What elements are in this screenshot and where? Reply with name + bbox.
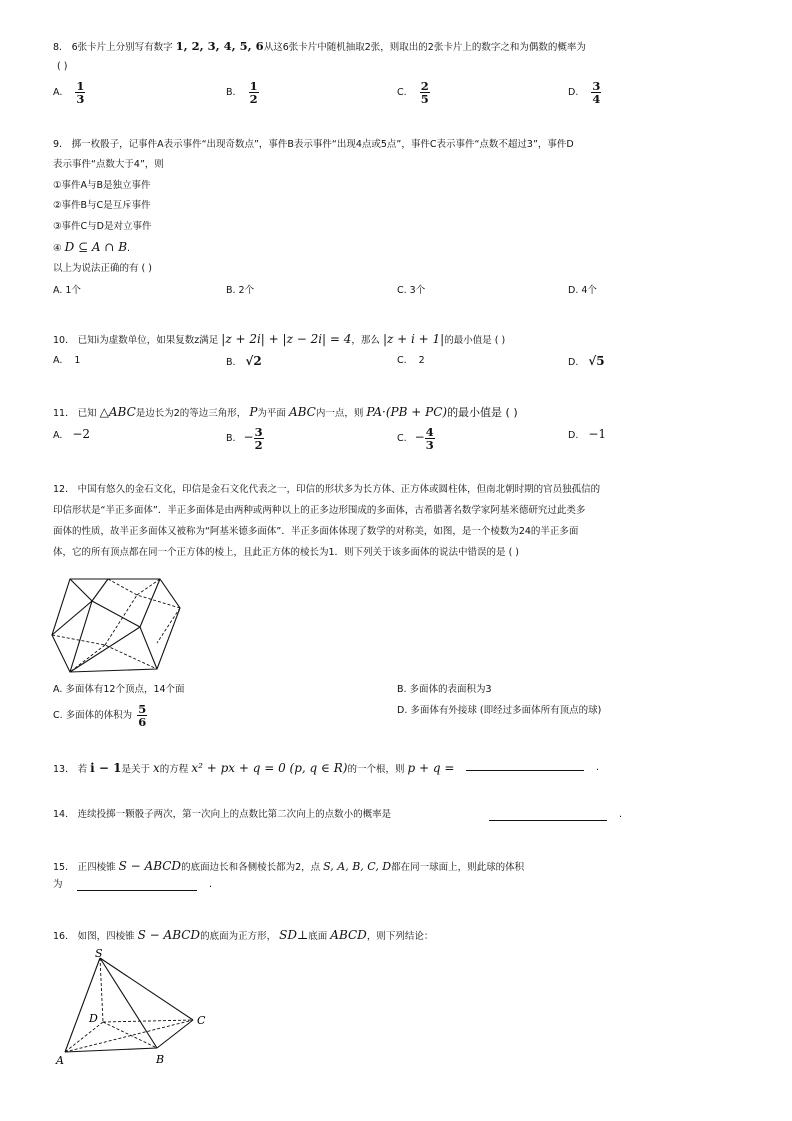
q8-option-b-fraction: $\frac{1}{2}$ bbox=[249, 79, 258, 106]
pyramid-figure bbox=[55, 947, 215, 1070]
q9-option-c[interactable]: C. 3个 bbox=[397, 285, 426, 296]
q8-option-d-fraction: $\frac{3}{4}$ bbox=[592, 79, 601, 106]
label-C: C bbox=[197, 1014, 206, 1027]
q10-condition-math: |z + 2i| + |z − 2i| = 4 bbox=[221, 332, 352, 346]
q9-statement-1: ①事件A与B是独立事件 bbox=[53, 180, 151, 191]
q8-option-d[interactable]: D. $\frac{3}{4}$ bbox=[568, 79, 601, 106]
q11-stem: 11． 已知 △ABC是边长为2的等边三角形， P为平面 ABC内一点，则 PA·(PB + PC)的最小值是 ( ) bbox=[53, 405, 518, 419]
q9-line2: 表示事件“点数大于4”，则 bbox=[53, 159, 164, 170]
q12-option-a[interactable]: A. 多面体有12个顶点，14个面 bbox=[53, 684, 185, 695]
label-A: A bbox=[56, 1054, 64, 1067]
q9-statement-3: ③事件C与D是对立事件 bbox=[53, 221, 152, 232]
q8-option-c-fraction: $\frac{2}{5}$ bbox=[420, 79, 429, 106]
q12-option-c[interactable]: C. 多面体的体积为 $\frac{5}{6}$ bbox=[53, 702, 147, 729]
q10-target-math: |z + i + 1| bbox=[382, 332, 445, 346]
polyhedron-figure bbox=[50, 573, 182, 677]
q13-equation: x² + px + q = 0 (p, q ∈ R) bbox=[191, 761, 348, 775]
q8-option-a[interactable]: A. $\frac{1}{3}$ bbox=[53, 79, 85, 106]
q15-period: . bbox=[209, 879, 213, 890]
q8-option-c[interactable]: C. $\frac{2}{5}$ bbox=[397, 79, 429, 106]
q14-stem: 14． 连续投掷一颗骰子两次，第一次向上的点数比第二次向上的点数小的概率是 bbox=[53, 809, 392, 820]
q12-option-d[interactable]: D. 多面体有外接球 (即经过多面体所有顶点的球) bbox=[397, 705, 602, 716]
q11-option-a[interactable]: A. −2 bbox=[53, 427, 91, 441]
q8-digits: 1, 2, 3, 4, 5, 6 bbox=[175, 39, 264, 53]
q8-option-a-fraction: $\frac{1}{3}$ bbox=[76, 79, 85, 106]
label-S: S bbox=[95, 947, 103, 960]
q15-answer-blank[interactable] bbox=[77, 890, 197, 891]
q8-paren: ( ) bbox=[57, 61, 68, 72]
q12-line4: 体，它的所有顶点都在同一个正方体的棱上，且此正方体的棱长为1．则下列关于该多面体的说法中错误的是 ( ) bbox=[53, 547, 519, 558]
q12-line3: 面体的性质，故半正多面体又被称为“阿基米德多面体”．半正多面体体现了数学的对称美，如图，是一个棱数为24的半正多面 bbox=[53, 526, 579, 537]
q10-option-b[interactable]: B. √2 bbox=[226, 354, 262, 368]
label-B: B bbox=[156, 1053, 165, 1066]
q15-line2: 为 bbox=[53, 879, 63, 890]
q13-answer-blank[interactable] bbox=[466, 770, 584, 771]
q12-option-b[interactable]: B. 多面体的表面积为3 bbox=[397, 684, 492, 695]
q13-period: . bbox=[596, 762, 600, 773]
q16-stem: 16． 如图，四棱锥 S − ABCD的底面为正方形， SD⊥底面 ABCD，则下列结论： bbox=[53, 928, 434, 942]
q13-stem: 13． 若 i − 1是关于 x的方程 x² + px + q = 0 (p, q ∈ R)的一个根，则 p + q = bbox=[53, 761, 455, 775]
q9-statement-4: ④ D ⊆ A ∩ B. bbox=[53, 240, 131, 254]
q9-option-b[interactable]: B. 2个 bbox=[226, 285, 255, 296]
q8-stem: 8． 6张卡片上分别写有数字 1, 2, 3, 4, 5, 6从这6张卡片中随机抽取2张，则取出的2张卡片上的数字之和为偶数的概率为 bbox=[53, 39, 586, 53]
q9-option-d[interactable]: D. 4个 bbox=[568, 285, 597, 296]
q11-option-b[interactable]: B. − $\frac{3}{2}$ bbox=[226, 425, 263, 452]
label-D: D bbox=[89, 1012, 98, 1025]
q9-line1: 9． 掷一枚骰子，记事件A表示事件“出现奇数点”，事件B表示事件“出现4点或5点”，事件C表示事件“点数不超过3”，事件D bbox=[53, 139, 574, 150]
q9-statement-2: ②事件B与C是互斥事件 bbox=[53, 200, 151, 211]
q10-option-d[interactable]: D. √5 bbox=[568, 354, 605, 368]
q15-stem: 15． 正四棱锥 S − ABCD的底面边长和各侧棱长都为2，点 S, A, B, C, D都在同一球面上，则此球的体积 bbox=[53, 859, 525, 873]
q12-line1: 12． 中国有悠久的金石文化，印信是金石文化代表之一，印信的形状多为长方体、正方体或圆柱体，但南北朝时期的官员独孤信的 bbox=[53, 484, 601, 495]
q11-vector-expression: PA·(PB + PC) bbox=[366, 405, 448, 419]
q8-option-b[interactable]: B. $\frac{1}{2}$ bbox=[226, 79, 258, 106]
q11-option-d[interactable]: D. −1 bbox=[568, 427, 607, 441]
q10-option-a[interactable]: A. 1 bbox=[53, 355, 81, 366]
q12-line2: 印信形状是“半正多面体”．半正多面体是由两种或两种以上的正多边形围成的多面体，古希腊著名数学家阿基米德研究过此类多 bbox=[53, 505, 586, 516]
q12-option-c-fraction: $\frac{5}{6}$ bbox=[138, 702, 147, 729]
q11-option-c[interactable]: C. − $\frac{4}{3}$ bbox=[397, 425, 434, 452]
q10-option-c[interactable]: C. 2 bbox=[397, 355, 425, 366]
q9-question: 以上为说法正确的有 ( ) bbox=[53, 263, 152, 274]
q14-answer-blank[interactable] bbox=[489, 820, 607, 821]
q10-stem: 10． 已知i为虚数单位，如果复数z满足 |z + 2i| + |z − 2i| = 4，那么 |z + i + 1|的最小值是 ( ) bbox=[53, 332, 506, 346]
q9-statement-4-math: D ⊆ A ∩ B bbox=[64, 240, 128, 254]
q9-option-a[interactable]: A. 1个 bbox=[53, 285, 81, 296]
q14-period: . bbox=[619, 809, 623, 820]
